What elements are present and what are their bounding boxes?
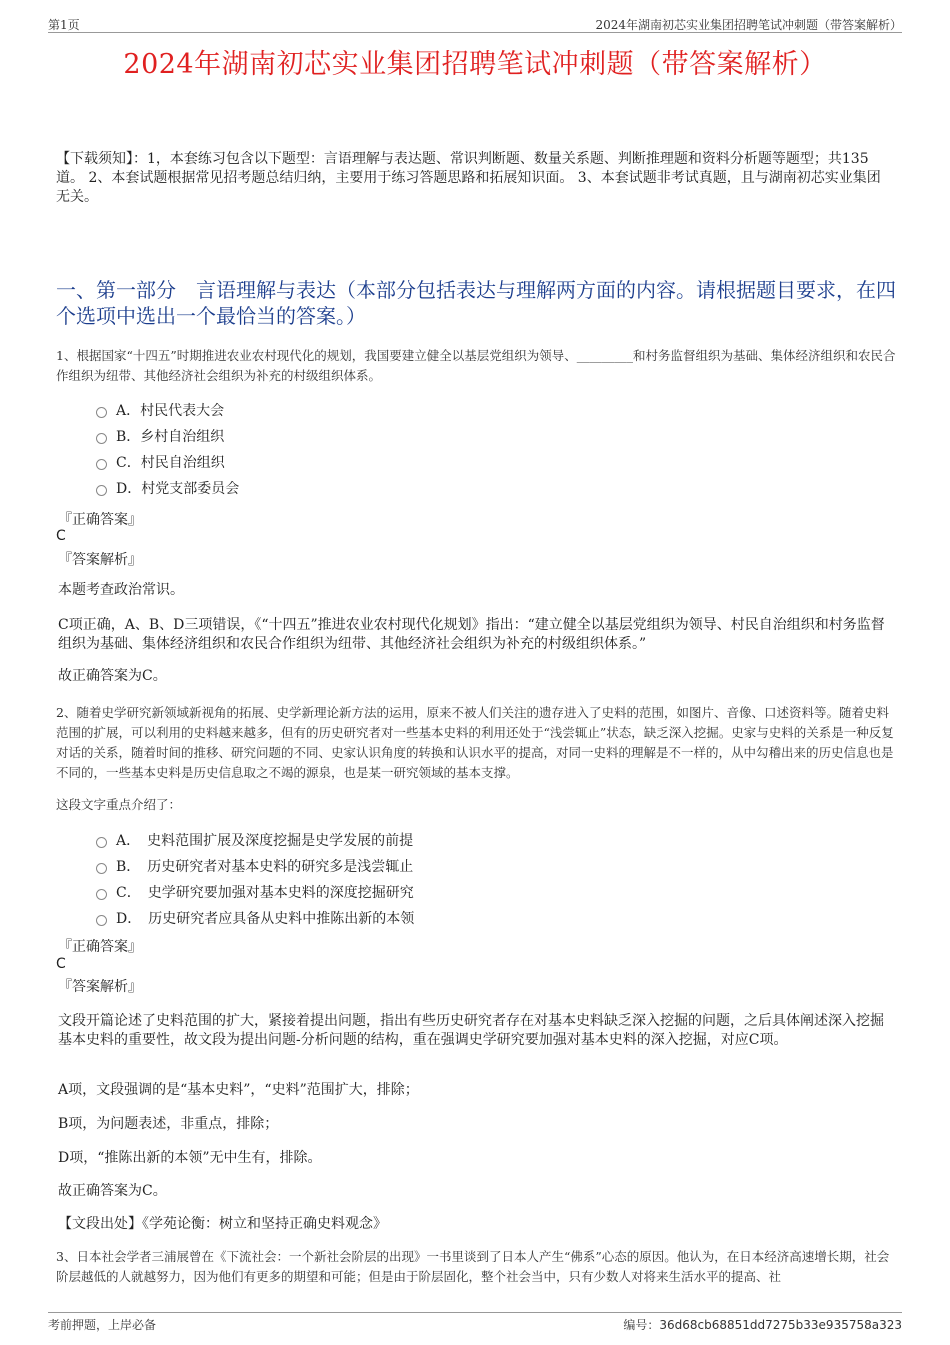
q2-source: 【文段出处】《学苑论衡：树立和坚持正确史料观念》 (58, 1216, 387, 1232)
q2-analysis-label: 『答案解析』 (58, 979, 142, 995)
radio-icon[interactable] (96, 837, 107, 848)
footer-slogan: 考前押题，上岸必备 (48, 1318, 157, 1332)
header-doc-title: 2024年湖南初芯实业集团招聘笔试冲刺题（带答案解析） (595, 18, 902, 32)
question-3-stem: 3、日本社会学者三浦展曾在《下流社会：一个新社会阶层的出现》一书里谈到了日本人产生“佛系”心态的原因。他认为，在日本经济高速增长期，社会阶层越低的人就越努力，因为他们有更多的期望和可能；但是由于阶层固化，整个社会当中，只有少数人对将来生活水平的提高、社 (56, 1249, 890, 1284)
q1-option-c[interactable]: C．村民自治组织 (96, 450, 239, 476)
page-header (48, 14, 902, 33)
q2-option-a[interactable]: A． 史料范围扩展及深度挖掘是史学发展的前提 (96, 828, 414, 854)
radio-icon[interactable] (96, 459, 107, 470)
q2-option-d[interactable]: D． 历史研究者应具备从史料中推陈出新的本领 (96, 906, 414, 932)
page-footer (48, 1312, 902, 1333)
radio-icon[interactable] (96, 433, 107, 444)
q1-analysis-2: C项正确，A、B、D三项错误，《“十四五”推进农业农村现代化规划》指出：“建立健全以基层党组织为领导、村民自治组织和村务监督组织为基础、集体经济组织和农民合作组织为纽带、其他经济社会组织为补充的村级组织体系。” (58, 617, 885, 652)
radio-icon[interactable] (96, 863, 107, 874)
question-2-prompt: 这段文字重点介绍了： (56, 797, 182, 812)
question-2-options (96, 828, 414, 932)
radio-icon[interactable] (96, 889, 107, 900)
document-title: 2024年湖南初芯实业集团招聘笔试冲刺题（带答案解析） (123, 49, 827, 80)
q1-analysis-1: 本题考查政治常识。 (58, 582, 184, 598)
q1-option-b[interactable]: B．乡村自治组织 (96, 424, 239, 450)
question-1-options (96, 398, 239, 502)
q1-option-a[interactable]: A．村民代表大会 (96, 398, 239, 424)
q2-answer: C (56, 956, 66, 972)
q2-option-b[interactable]: B． 历史研究者对基本史料的研究多是浅尝辄止 (96, 854, 414, 880)
download-notice: 【下载须知】：1，本套练习包含以下题型：言语理解与表达题、常识判断题、数量关系题、判断推理题和资料分析题等题型；共135道。 2、本套试题根据常见招考题总结归纳，主要用于练习答题思路和拓展知识面。 3、本套试题非考试真题，且与湖南初芯实业集团无关。 (56, 151, 881, 205)
radio-icon[interactable] (96, 485, 107, 496)
question-1-stem: 1、根据国家“十四五”时期推进农业农村现代化的规划，我国要建立健全以基层党组织为领导、_________和村务监督组织为基础、集体经济组织和农民合作组织为纽带、其他经济社会组织为补充的村级组织体系。 (56, 348, 896, 383)
q2-analysis-4: D项，“推陈出新的本领”无中生有，排除。 (58, 1150, 322, 1166)
q1-analysis-3: 故正确答案为C。 (58, 668, 167, 684)
radio-icon[interactable] (96, 407, 107, 418)
q1-answer: C (56, 528, 66, 544)
q2-analysis-3: B项，为问题表述，非重点，排除； (58, 1116, 279, 1132)
q2-analysis-5: 故正确答案为C。 (58, 1183, 167, 1199)
q2-analysis-1: 文段开篇论述了史料范围的扩大，紧接着提出问题，指出有些历史研究者存在对基本史料缺乏深入挖掘的问题，之后具体阐述深入挖掘基本史料的重要性，故文段为提出问题-分析问题的结构，重在强调史学研究要加强对基本史料的深入挖掘，对应C项。 (58, 1013, 884, 1048)
q1-correct-label: 『正确答案』 (58, 512, 142, 528)
q2-analysis-2: A项，文段强调的是“基本史料”，“史料”范围扩大，排除； (58, 1082, 419, 1098)
footer-code: 编号：36d68cb68851dd7275b33e935758a323 (623, 1318, 902, 1332)
q1-analysis-label: 『答案解析』 (58, 552, 142, 568)
q2-correct-label: 『正确答案』 (58, 939, 142, 955)
q2-option-c[interactable]: C． 史学研究要加强对基本史料的深度挖掘研究 (96, 880, 414, 906)
section-heading: 一、第一部分 言语理解与表达（本部分包括表达与理解两方面的内容。请根据题目要求，在四个选项中选出一个最恰当的答案。） (56, 278, 896, 328)
question-2-stem: 2、随着史学研究新领域新视角的拓展、史学新理论新方法的运用，原来不被人们关注的遗存进入了史料的范围，如图片、音像、口述资料等。随着史料范围的扩展，可以利用的史料越来越多，但有的历史研究者对一些基本史料的利用还处于“浅尝辄止”状态，缺乏深入挖掘。史家与史料的关系是一种反复对话的关系，随着时间的推移、研究问题的不同、史家认识角度的转换和认识水平的提高，对同一史料的理解是不一样的，从中勾稽出来的历史信息也是不同的，一些基本史料是历史信息取之不竭的源泉，也是某一研究领域的基本支撑。 (56, 705, 894, 780)
radio-icon[interactable] (96, 915, 107, 926)
q1-option-d[interactable]: D．村党支部委员会 (96, 476, 239, 502)
page-number: 第1页 (48, 18, 80, 32)
